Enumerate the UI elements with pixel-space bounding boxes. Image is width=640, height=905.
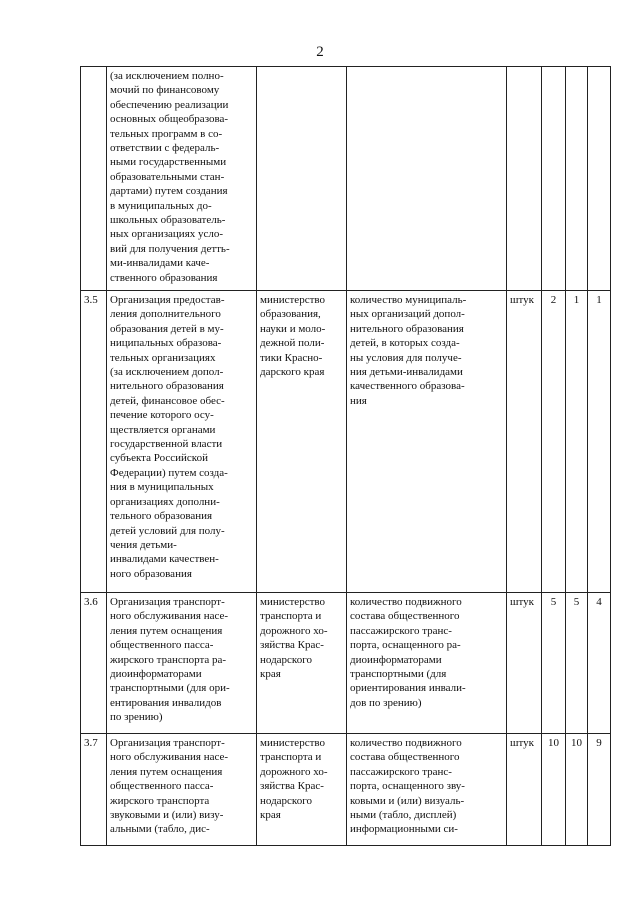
activity-cell: (за исключением полно- мочий по финансовому обеспечению реализации основных общеобразова- тельных программ в со- ответствии с федераль- ными государственными образовательными стан- дартами) путем создания в муниципальных до- школьных образователь- ных организациях усло- вий для получения детть- ми-инвалидами каче- ственного образования (107, 67, 257, 291)
activity-cell: Организация транспорт- ного обслуживания насе- ления путем оснащения общественного пасса- жирского транспорта ра- диоинформаторами транспортными (для ори- ентирования инвалидов по зрению) (107, 593, 257, 734)
indicator-cell: количество подвижного состава общественного пассажирского транс- порта, оснащенного ра- диоинформаторами транспортными (для ориентирования инвали- дов по зрению) (347, 593, 507, 734)
value-cell-3: 4 (588, 593, 611, 734)
row-number: 3.6 (81, 593, 107, 734)
table-row (81, 593, 611, 734)
executor-cell: министерство образования, науки и моло- дежной поли- тики Красно- дарского края (257, 291, 347, 593)
value-cell-2: 1 (566, 291, 588, 593)
indicator-cell (347, 67, 507, 291)
unit-cell: штук (507, 291, 542, 593)
row-number (81, 67, 107, 291)
row-number: 3.5 (81, 291, 107, 593)
value-cell-1 (542, 67, 566, 291)
table-row (81, 291, 611, 593)
table-row (81, 67, 611, 291)
activity-cell: Организация предостав- ления дополнительного образования детей в му- ниципальных образова- тельных организациях (за исключением допол- нительного образования детей, финансовое обес- печение которого осу- ществляется органами государственной власти субъекта Российской Федерации) путем созда- ния в муниципальных организациях дополни- тельного образования детей условий для полу- чения детьми- инвалидами качествен- ного образования (107, 291, 257, 593)
value-cell-3 (588, 67, 611, 291)
value-cell-2: 10 (566, 734, 588, 846)
activity-cell: Организация транспорт- ного обслуживания насе- ления путем оснащения общественного пасса- жирского транспорта звуковыми и (или) визу- альными (табло, дис- (107, 734, 257, 846)
executor-cell (257, 67, 347, 291)
value-cell-1: 10 (542, 734, 566, 846)
value-cell-1: 2 (542, 291, 566, 593)
executor-cell: министерство транспорта и дорожного хо- зяйства Крас- нодарского края (257, 593, 347, 734)
value-cell-3: 1 (588, 291, 611, 593)
indicator-cell: количество подвижного состава общественного пассажирского транс- порта, оснащенного зву- ковыми и (или) визуаль- ными (табло, дисплей) информационными си- (347, 734, 507, 846)
value-cell-2: 5 (566, 593, 588, 734)
executor-cell: министерство транспорта и дорожного хо- зяйства Крас- нодарского края (257, 734, 347, 846)
unit-cell (507, 67, 542, 291)
value-cell-3: 9 (588, 734, 611, 846)
value-cell-1: 5 (542, 593, 566, 734)
page-number: 2 (316, 44, 324, 60)
unit-cell: штук (507, 734, 542, 846)
value-cell-2 (566, 67, 588, 291)
unit-cell: штук (507, 593, 542, 734)
program-activities-table (80, 66, 611, 846)
row-number: 3.7 (81, 734, 107, 846)
indicator-cell: количество муниципаль- ных организаций допол- нительного образования детей, в которых созда- ны условия для получе- ния детьми-инвалидами качественного образова- ния (347, 291, 507, 593)
table-row (81, 734, 611, 846)
